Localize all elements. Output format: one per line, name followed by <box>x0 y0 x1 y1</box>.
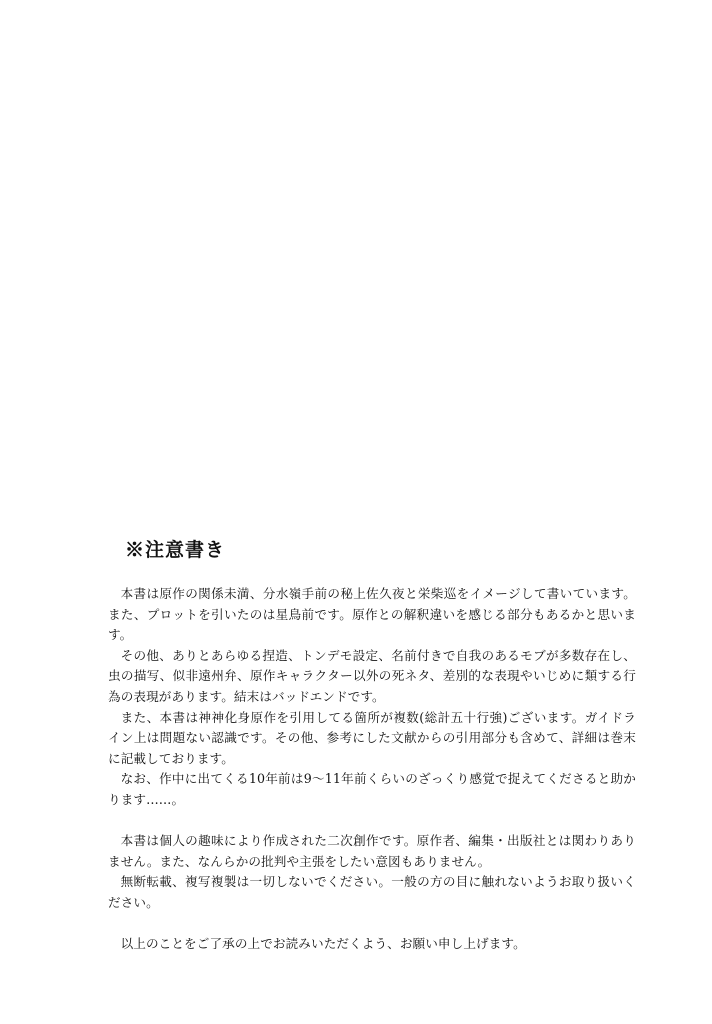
paragraph-content-warnings: その他、ありとあらゆる捏造、トンデモ設定、名前付きで自我のあるモブが多数存在し、虫の描写、似非遠州弁、原作キャラクター以外の死ネタ、差別的な表現やいじめに類する行為の表現があります。結末はバッドエンドです。 <box>108 647 636 704</box>
paragraph-fan-work: 本書は個人の趣味により作成された二次創作です。原作者、編集・出版社とは関わりありません。また、なんらかの批判や主張をしたい意図もありません。 <box>108 833 636 869</box>
paragraph-no-reproduction: 無断転載、複写複製は一切しないでください。一般の方の目に触れないようお取り扱いください。 <box>108 874 636 910</box>
paragraph-relationship: 本書は原作の関係未満、分水嶺手前の秘上佐久夜と栄柴巡をイメージして書いています。また、プロットを引いたのは星鳥前です。原作との解釈違いを感じる部分もあるかと思います。 <box>108 586 636 643</box>
paragraph-closing: 以上のことをご了承の上でお読みいただくよう、お願い申し上げます。 <box>120 936 526 952</box>
paragraph-citations: また、本書は神神化身原作を引用してる箇所が複数(総計五十行強)ございます。ガイドライン上は問題ない認識です。その他、参考にした文献からの引用部分も含めて、詳細は巻末に記載しております。 <box>108 709 636 766</box>
notice-section <box>108 536 636 955</box>
notice-title: ※注意書き <box>125 539 226 561</box>
paragraph-spacer <box>108 914 636 935</box>
paragraph-timeline: なお、作中に出てくる10年前は9〜11年前くらいのざっくり感覚で捉えてくださると助かります……。 <box>108 771 636 807</box>
paragraph-spacer <box>108 811 636 832</box>
